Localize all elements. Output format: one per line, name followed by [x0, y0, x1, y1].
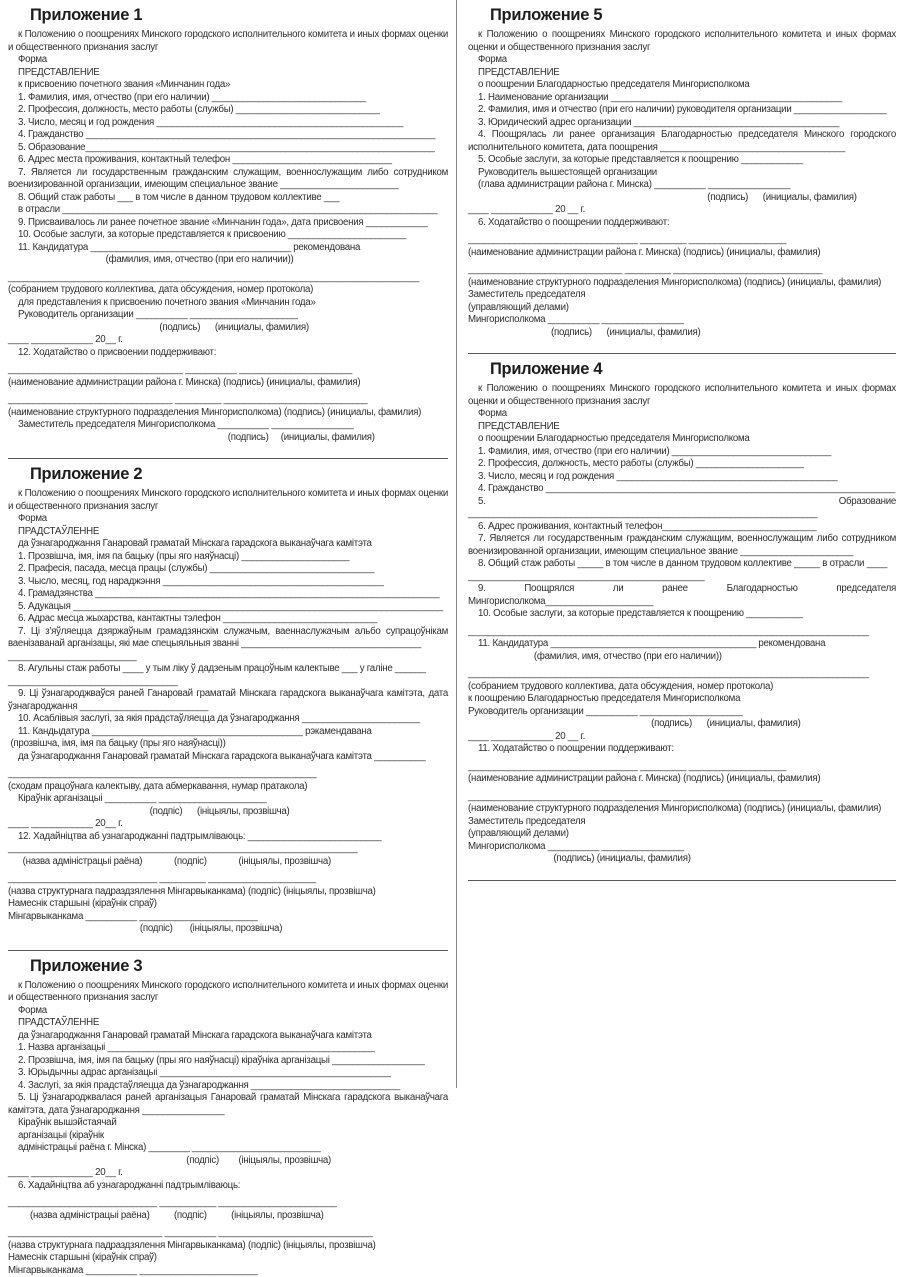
form-line: для представления к присвоению почетного звания «Минчанин года»	[8, 297, 448, 310]
form-line: к поощрению Благодарностью председателя Мингорисполкома	[468, 693, 896, 706]
caption-line: (подпись) (инициалы, фамилия)	[8, 322, 448, 335]
form-line: 6. Ходатайство о поощрении поддерживают:	[468, 217, 896, 230]
form-line: к Положению о поощрениях Минского городского исполнительного комитета и иных формах оценки и общественного признания заслуг	[8, 488, 448, 513]
section-divider	[468, 353, 896, 354]
form-line: к Положению о поощрениях Минского городского исполнительного комитета и иных формах оценки и общественного признания заслуг	[468, 29, 896, 54]
form-line: к Положению о поощрениях Минского городского исполнительного комитета и иных формах оценки и общественного признания заслуг	[468, 383, 896, 408]
form-line: 1. Наименование организации _____________________________________________	[468, 92, 896, 105]
form-line: 6. Адрес проживания, контактный телефон______________________________	[468, 521, 896, 534]
section-divider	[8, 950, 448, 951]
form-line: ПРАДСТАЎЛЕННЕ	[8, 526, 448, 539]
form-line: 4. Гражданство ____________________________________________________________________	[8, 129, 448, 142]
form-line: 7. Ці з’яўляецца дзяржаўным грамадзянскім служачым, ваеннаслужачым альбо супрацоўнікам ваенізаванай арганізацы, які мае спецыяльныя званні ___________________________________	[8, 626, 448, 651]
caption-line: (подпись) (инициалы, фамилия)	[468, 192, 896, 205]
section-divider	[8, 458, 448, 459]
form-line: 3. Число, месяц и год рождения ___________________________________________	[468, 471, 896, 484]
form-line: Форма	[8, 1005, 448, 1018]
form-line: (сходам працоўнага калектыву, дата абмеркавання, нумар пратакола)	[8, 781, 448, 794]
form-line: 3. Чысло, месяц, год нараджэння ___________________________________________	[8, 576, 448, 589]
column-divider	[456, 0, 457, 1088]
form-line: Форма	[468, 408, 896, 421]
form-line: Мингорисполкома __________ ________________	[468, 841, 896, 854]
fill-line: ______________________________________________________________________________	[468, 668, 896, 681]
caption-line: (прозвішча, імя, імя па бацьку (пры яго наяўнасці))	[8, 738, 448, 751]
form-line: 2. Профессия, должность, место работы (службы) _____________________	[468, 458, 896, 471]
form-line: ПРЕДСТАВЛЕНИЕ	[8, 67, 448, 80]
caption-line: (назва адміністрацыі раёна) (подпіс) (ініцыялы, прозвішча)	[8, 1210, 448, 1223]
form-line: 11. Ходатайство о поощрении поддерживают:	[468, 743, 896, 756]
form-line: 10. Особые заслуги, за которые представляется к присвоению _______________________	[8, 229, 448, 242]
form-line: к Положению о поощрениях Минского городского исполнительного комитета и иных формах оценки и общественного признания заслуг	[8, 980, 448, 1005]
form-line: Кіраўнік арганізацыі __________ _____________________	[8, 793, 448, 806]
form-line: 2. Фамилия, имя и отчество (при его наличии) руководителя организации __________________	[468, 104, 896, 117]
form-line: да ўзнагароджання Ганаровай граматай Мінскага гарадскога выканаўчага камітэта	[8, 1030, 448, 1043]
fill-line: _________________________	[8, 651, 448, 664]
fill-line: _____________________________ _________ _____________________	[8, 873, 448, 886]
form-line: Заместитель председателя	[468, 816, 896, 829]
form-line: 8. Общий стаж работы _____ в том числе в данном трудовом коллективе _____ в отрасли ____	[468, 558, 896, 571]
form-line: 5. Адукацыя ________________________________________________________________________	[8, 601, 448, 614]
caption-line: (подпись) (инициалы, фамилия)	[8, 432, 448, 445]
form-line: Заместитель председателя Мингорисполкома __________ ________________	[8, 419, 448, 432]
appendix-5-title: Приложение 5	[490, 6, 896, 25]
form-line: Намеснік старшыні (кіраўнік спраў)	[8, 898, 448, 911]
form-line: Намеснік старшыні (кіраўнік спраў)	[8, 1252, 448, 1265]
form-line: 11. Кандидатура ________________________________________ рекомендована	[468, 638, 896, 651]
form-line: 9. Присваивалось ли ранее почетное звание «Минчанин года», дата присвоения ____________	[8, 217, 448, 230]
form-line: Кіраўнік вышэйстаячай	[8, 1117, 448, 1130]
form-line: 4. Поощрялась ли ранее организация Благодарностью председателя Минского городского исполнительного комитета, дата поощрения ____________________________________	[468, 129, 896, 154]
fill-line: _________________________________ _________ ___________________	[468, 761, 896, 774]
form-line: 12. Хадайніцтва аб узнагароджанні падтрымліваюць: __________________________	[8, 831, 448, 844]
fill-line: ______________________________________________	[468, 571, 896, 584]
form-line: 10. Особые заслуги, за которые представляется к поощрению ___________	[468, 608, 896, 621]
form-line: 1. Фамилия, имя, отчество (при его наличии) _______________________________	[468, 446, 896, 459]
form-line: 6. Адрес места проживания, контактный телефон _______________________________	[8, 154, 448, 167]
caption-line: (фамилия, имя, отчество (при его наличии))	[468, 651, 896, 664]
fill-line: ____ ____________ 20__ г.	[8, 334, 448, 347]
form-line: (управляющий делами)	[468, 302, 896, 315]
fill-line: ____ ____________ 20__ г.	[8, 818, 448, 831]
right-column	[468, 0, 896, 885]
form-line: к Положению о поощрениях Минского городского исполнительного комитета и иных формах оценки и общественного признания заслуг	[8, 29, 448, 54]
form-line: Форма	[8, 54, 448, 67]
form-line: Руководитель организации __________ ____________________	[468, 706, 896, 719]
form-line: 7. Является ли государственным гражданским служащим, военнослужащим либо сотрудником военизированной организации, имеющим специальное звание ______________________	[468, 533, 896, 558]
appendix-2-title: Приложение 2	[30, 465, 448, 484]
fill-line: ______________________________ __________ ______________________________	[8, 1227, 448, 1240]
form-line: 7. Является ли государственным гражданским служащим, военнослужащим либо сотрудником военизированной организации, имеющим специальное звание _______________________	[8, 167, 448, 192]
fill-line: __________________________________ __________ ______________________	[8, 364, 448, 377]
form-line: (управляющий делами)	[468, 828, 896, 841]
fill-line: ______________________________ _________ _____________________________	[468, 264, 896, 277]
form-line: Руководитель вышестоящей организации	[468, 167, 896, 180]
form-line: 2. Профессия, должность, место работы (службы) ____________________________	[8, 104, 448, 117]
fill-line: ____ ____________ 20 __ г.	[468, 204, 896, 217]
caption-line: (назва адміністрацыі раёна) (подпіс) (ініцыялы, прозвішча)	[8, 856, 448, 869]
appendix-4-title: Приложение 4	[490, 360, 896, 379]
appendix-2	[8, 465, 448, 951]
form-line: (назва структурнага падраздзялення Мінгарвыканкама) (подпіс) (ініцыялы, прозвішча)	[8, 886, 448, 899]
form-line: 12. Ходатайство о присвоении поддерживают:	[8, 347, 448, 360]
form-line: 4. Гражданство ____________________________________________________________________	[468, 483, 896, 496]
form-line: (собранием трудового коллектива, дата обсуждения, номер протокола)	[468, 681, 896, 694]
form-line: (наименование структурного подразделения Мингорисполкома) (подпись) (инициалы, фамилия)	[468, 803, 896, 816]
caption-line: (подпись) (инициалы, фамилия)	[468, 718, 896, 731]
form-line: Заместитель председателя	[468, 289, 896, 302]
appendix-4	[468, 360, 896, 881]
appendix-1	[8, 6, 448, 459]
form-line: ПРЕДСТАВЛЕНИЕ	[468, 421, 896, 434]
form-line: 1. Прозвішча, імя, імя па бацьку (пры яго наяўнасці) _____________________	[8, 551, 448, 564]
form-line: 6. Адрас месца жыхарства, кантактны тэлефон ______________________________	[8, 613, 448, 626]
form-line: 5. Ці ўзнагароджвалася раней арганізацыя Ганаровай граматай Мінскага гарадскога выканаўчага камітэта, дата ўзнагароджання ________________	[8, 1092, 448, 1117]
form-line: 11. Кандидатура _______________________________________ рекомендована	[8, 242, 448, 255]
fill-line: ____ ____________ 20__ г.	[8, 1167, 448, 1180]
left-column	[8, 0, 448, 1277]
fill-line: ____________________________________________________________	[8, 768, 448, 781]
form-line: 3. Число, месяц и год рождения ________________________________________________	[8, 117, 448, 130]
form-line: 6. Хадайніцтва аб узнагароджанні падтрымліваюць:	[8, 1180, 448, 1193]
form-line: Мингорисполкома __________ ________________	[468, 314, 896, 327]
appendix-3	[8, 957, 448, 1277]
form-line: 1. Фамилия, имя, отчество (при его наличии) ______________________________	[8, 92, 448, 105]
form-line: (наименование администрации района г. Минска) (подпись) (инициалы, фамилия)	[468, 247, 896, 260]
caption-line: (фамилия, имя, отчество (при его наличии))	[8, 254, 448, 267]
form-line: 1. Назва арганізацыі ____________________________________________________	[8, 1042, 448, 1055]
fill-line: ______________________________________________________________________________	[468, 626, 896, 639]
fill-line: ________________________________________________________________________________	[8, 272, 448, 285]
form-line: 8. Общий стаж работы ___ в том числе в данном трудовом коллективе ___	[8, 192, 448, 205]
form-line: 4. Заслугі, за якія прадстаўляецца да ўзнагароджання _____________________________	[8, 1080, 448, 1093]
form-line: (наименование структурного подразделения Мингорисполкома) (подпись) (инициалы, фамилия)	[468, 277, 896, 290]
form-line: Форма	[8, 513, 448, 526]
form-line: о поощрении Благодарностью председателя Мингорисполкома	[468, 79, 896, 92]
form-line: 2. Прафесія, пасада, месца працы (службы) ________________________________	[8, 563, 448, 576]
appendix-3-title: Приложение 3	[30, 957, 448, 976]
form-line: 11. Кандыдатура _________________________________________ рэкамендавана	[8, 726, 448, 739]
form-line: арганізацыі (кіраўнік	[8, 1130, 448, 1143]
fill-line: ____ ____________ 20 __ г.	[468, 731, 896, 744]
form-line: (наименование администрации района г. Минска) (подпись) (инициалы, фамилия)	[468, 773, 896, 786]
form-line: о поощрении Благодарностью председателя Мингорисполкома	[468, 433, 896, 446]
form-line: в отрасли _________________________________________________________________________	[8, 204, 448, 217]
form-line: 2. Прозвішча, імя, імя па бацьку (пры яго наяўнасці) кіраўніка арганізацыі __________________	[8, 1055, 448, 1068]
form-line: 3. Юрыдычны адрас арганізацыі _____________________________________________	[8, 1067, 448, 1080]
form-line: Руководитель организации __________ _____________________	[8, 309, 448, 322]
form-line: 3. Юридический адрес организации ________________________________________	[468, 117, 896, 130]
form-line: 10. Асаблівыя заслугі, за якія прадстаўляецца да ўзнагароджання _______________________	[8, 713, 448, 726]
form-line: 9. Ці ўзнагароджваўся раней Ганаровай граматай Мінскага гарадскога выканаўчага камітэта, дата ўзнагароджання _________________________	[8, 688, 448, 713]
appendix-5	[468, 6, 896, 354]
form-line: 9. Поощрялся ли ранее Благодарностью председателя Мингорисполкома_____________________	[468, 583, 896, 608]
caption-line: (подпіс) (ініцыялы, прозвішча)	[8, 806, 448, 819]
form-line: ПРЕДСТАВЛЕНИЕ	[468, 67, 896, 80]
fill-line: ____________________________________________________________________	[8, 843, 448, 856]
fill-line: _________________________________ _________ ___________________	[468, 234, 896, 247]
form-line: Мінгарвыканкама __________ _______________________	[8, 1265, 448, 1277]
form-line: да ўзнагароджання Ганаровай граматай Мінскага гарадскога выканаўчага камітэта	[8, 538, 448, 551]
form-line: Мінгарвыканкама __________ _______________________	[8, 911, 448, 924]
caption-line: (подпись) (инициалы, фамилия)	[468, 853, 896, 866]
form-line: 5. Особые заслуги, за которые представляется к поощрению ____________	[468, 154, 896, 167]
form-line: 5. Образование ____________________________________________________________________	[468, 496, 896, 521]
form-line: Форма	[468, 54, 896, 67]
fill-line: _________________________________	[8, 676, 448, 689]
fill-line: ________________________________ _________ ____________________________	[8, 394, 448, 407]
section-divider	[468, 880, 896, 881]
appendix-1-title: Приложение 1	[30, 6, 448, 25]
fill-line: ______________________________ _________ _____________________________	[468, 791, 896, 804]
caption-line: (подпіс) (ініцыялы, прозвішча)	[8, 923, 448, 936]
form-line: адміністрацыі раёна г. Мінска) ________ _________________________	[8, 1142, 448, 1155]
form-line: да ўзнагароджання Ганаровай граматай Мінскага гарадскога выканаўчага камітэта __________	[8, 751, 448, 764]
form-line: (назва структурнага падраздзялення Мінгарвыканкама) (подпіс) (ініцыялы, прозвішча)	[8, 1240, 448, 1253]
form-line: 4. Грамадзянства ___________________________________________________________________	[8, 588, 448, 601]
form-line: 5. Образование____________________________________________________________________	[8, 142, 448, 155]
form-line: (собранием трудового коллектива, дата обсуждения, номер протокола)	[8, 284, 448, 297]
form-line: (наименование администрации района г. Минска) (подпись) (инициалы, фамилия)	[8, 377, 448, 390]
form-line: к присвоению почетного звания «Минчанин года»	[8, 79, 448, 92]
fill-line: _____________________________ ___________ _______________________	[8, 1197, 448, 1210]
form-line: ПРАДСТАЎЛЕННЕ	[8, 1017, 448, 1030]
form-line: (глава администрации района г. Минска) __________ ________________	[468, 179, 896, 192]
form-line: 8. Агульны стаж работы ____ у тым ліку ў дадзеным працоўным калектыве ___ у галіне ______	[8, 663, 448, 676]
form-line: (наименование структурного подразделения Мингорисполкома) (подпись) (инициалы, фамилия)	[8, 407, 448, 420]
caption-line: (подпись) (инициалы, фамилия)	[468, 327, 896, 340]
caption-line: (подпіс) (ініцыялы, прозвішча)	[8, 1155, 448, 1168]
